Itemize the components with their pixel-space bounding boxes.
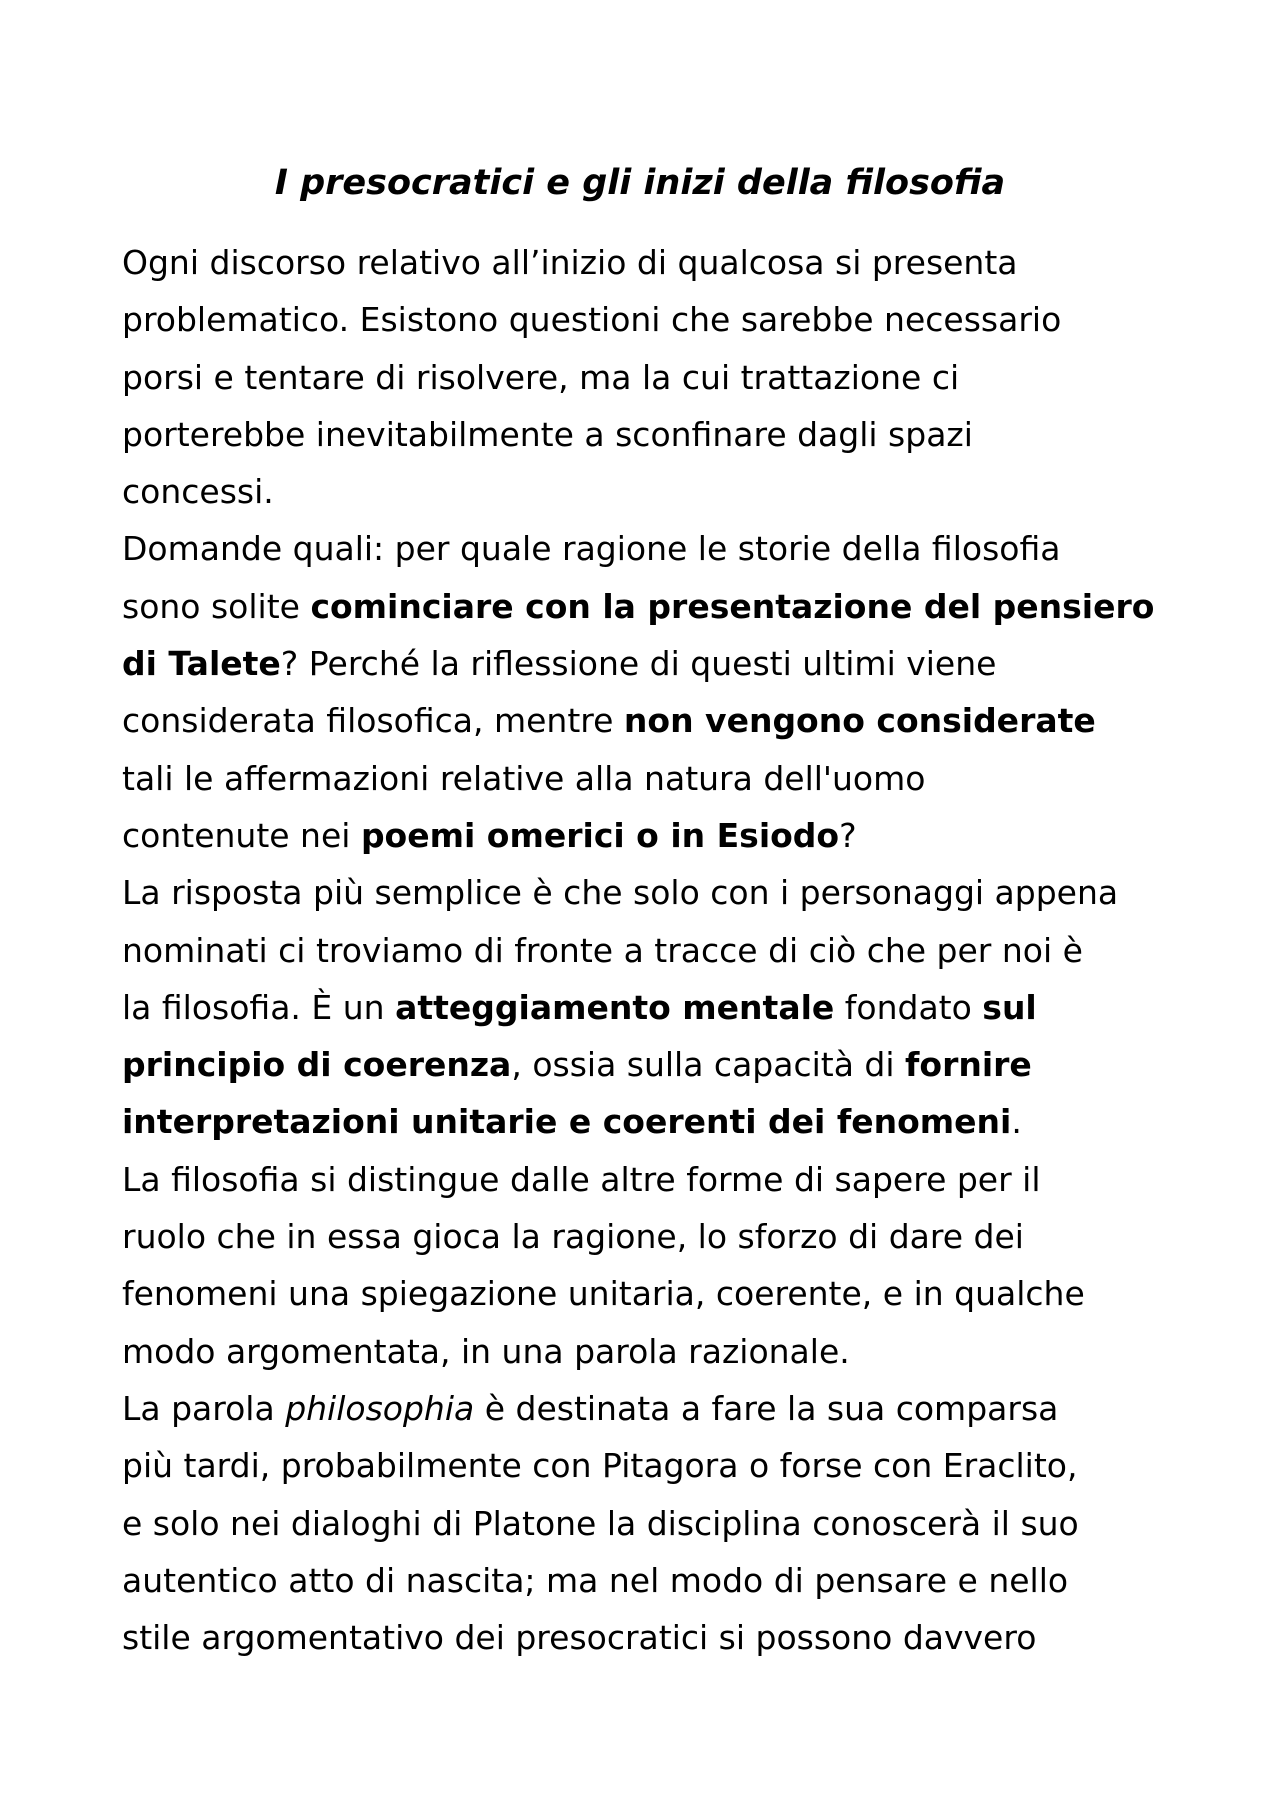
text-run: . <box>1011 1102 1022 1142</box>
text-run: La risposta più semplice è che solo con i personaggi appena <box>122 873 1119 913</box>
bold-text: fornire <box>905 1045 1032 1085</box>
bold-text: cominciare con la presentazione del pensiero <box>310 586 1155 626</box>
text-run: nominati ci troviamo di fronte a tracce di ciò che per noi è <box>122 930 1083 970</box>
text-run: e solo nei dialoghi di Platone la disciplina conoscerà il suo <box>122 1503 1079 1543</box>
text-run: concessi. <box>122 472 274 512</box>
text-line <box>122 1552 1182 1609</box>
italic-text: philosophia <box>285 1388 475 1428</box>
text-line <box>122 234 1182 291</box>
paragraph <box>122 1151 1182 1380</box>
text-line <box>122 979 1182 1036</box>
text-run: tali le affermazioni relative alla natura dell'uomo <box>122 758 926 798</box>
bold-text: poemi omerici o in Esiodo <box>360 815 840 855</box>
text-run: sono solite <box>122 586 311 626</box>
text-run: Ogni discorso relativo all’inizio di qualcosa si presenta <box>122 243 1018 282</box>
text-line <box>122 864 1182 921</box>
text-line <box>122 1265 1182 1322</box>
text-line <box>122 1323 1182 1380</box>
paragraph <box>122 520 1182 864</box>
text-run: è destinata a fare la sua comparsa <box>474 1388 1059 1428</box>
text-run: stile argomentativo dei presocratici si possono davvero <box>122 1618 1037 1658</box>
text-line <box>122 922 1182 979</box>
text-run: ? <box>839 815 857 855</box>
bold-text: non vengono considerate <box>623 701 1096 741</box>
text-line <box>122 1151 1182 1208</box>
text-run: la filosofia. È un <box>122 987 396 1027</box>
text-line <box>122 1208 1182 1265</box>
text-line <box>122 291 1182 348</box>
document-body <box>122 234 1182 1666</box>
text-run: modo argomentata, in una parola razionale. <box>122 1331 850 1371</box>
text-run: considerata filosofica, mentre <box>122 701 624 741</box>
paragraph <box>122 864 1182 1150</box>
text-run: ? Perché la riflessione di questi ultimi viene <box>280 644 997 684</box>
document-title: I presocratici e gli inizi della filosofia <box>274 163 1006 203</box>
text-line <box>122 349 1182 406</box>
text-line <box>122 463 1182 520</box>
text-run: ruolo che in essa gioca la ragione, lo sforzo di dare dei <box>122 1217 1024 1257</box>
bold-text: atteggiamento mentale <box>395 987 835 1027</box>
text-run: autentico atto di nascita; ma nel modo di pensare e nello <box>122 1560 1069 1600</box>
text-line <box>122 1609 1182 1666</box>
text-line <box>122 1380 1182 1437</box>
text-line <box>122 406 1182 463</box>
text-run: , ossia sulla capacità di <box>511 1045 906 1085</box>
text-line <box>122 1093 1182 1150</box>
text-line <box>122 1036 1182 1093</box>
text-run: Domande quali: per quale ragione le storie della filosofia <box>122 529 1061 569</box>
bold-text: di Talete <box>122 644 281 684</box>
text-run: La parola <box>122 1388 286 1428</box>
text-run: contenute nei <box>122 815 361 855</box>
text-line <box>122 635 1182 692</box>
text-run: La filosofia si distingue dalle altre forme di sapere per il <box>122 1159 1041 1199</box>
text-line <box>122 1437 1182 1494</box>
text-line <box>122 750 1182 807</box>
text-run: porsi e tentare di risolvere, ma la cui trattazione ci <box>122 357 960 397</box>
bold-text: sul <box>982 987 1037 1027</box>
text-line <box>122 520 1182 577</box>
text-run: più tardi, probabilmente con Pitagora o forse con Eraclito, <box>122 1446 1078 1486</box>
text-run: problematico. Esistono questioni che sarebbe necessario <box>122 300 1062 340</box>
text-line <box>122 1495 1182 1552</box>
paragraph <box>122 234 1182 520</box>
text-line <box>122 807 1182 864</box>
text-run: fondato <box>834 987 983 1027</box>
bold-text: principio di coerenza <box>122 1045 512 1085</box>
paragraph <box>122 1380 1182 1666</box>
text-run: porterebbe inevitabilmente a sconfinare dagli spazi <box>122 414 973 454</box>
text-line <box>122 692 1182 749</box>
text-line <box>122 578 1182 635</box>
bold-text: interpretazioni unitarie e coerenti dei fenomeni <box>122 1102 1012 1142</box>
text-run: fenomeni una spiegazione unitaria, coerente, e in qualche <box>122 1274 1085 1314</box>
